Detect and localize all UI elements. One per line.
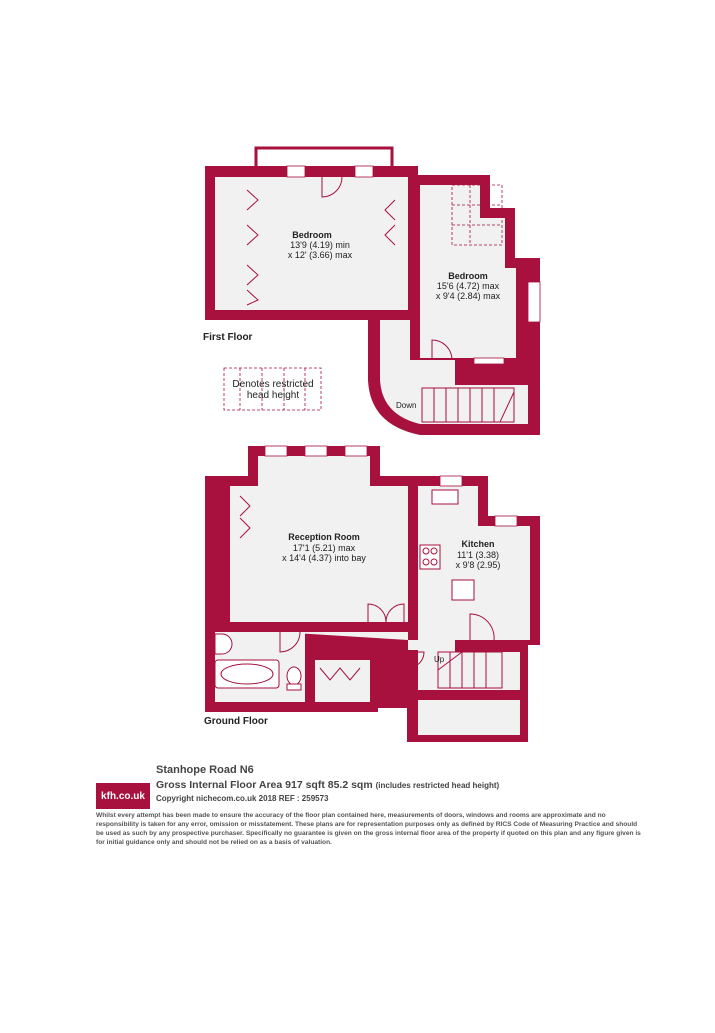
stairs-down-label: Down	[396, 401, 417, 410]
stairs-down	[422, 388, 514, 422]
gross-internal-area-note: (includes restricted head height)	[375, 781, 500, 790]
kitchen-size-line1: 11'1 (3.38)	[456, 550, 500, 560]
bedroom-2-size-line2: x 9'4 (2.84) max	[435, 291, 501, 301]
bedroom-1-size-line1: 13'9 (4.19) min	[290, 240, 350, 250]
kitchen-name: Kitchen	[461, 539, 495, 549]
kitchen-size-line2: x 9'8 (2.95)	[455, 560, 501, 570]
first-floor-label: First Floor	[203, 332, 253, 343]
understairs-cupboard-floor	[315, 660, 370, 702]
bedroom-2-size-line1: 15'6 (4.72) max	[436, 281, 500, 291]
reception-size-line1: 17'1 (5.21) max	[292, 543, 356, 553]
gross-internal-area-line	[156, 778, 656, 793]
reception-name: Reception Room	[288, 532, 360, 542]
property-address: Stanhope Road N6	[156, 764, 254, 776]
ground-floor-label: Ground Floor	[204, 716, 268, 727]
restricted-head-height-legend	[224, 368, 321, 410]
bedroom-1-name: Bedroom	[292, 230, 332, 240]
kfh-logo: kfh.co.uk	[96, 783, 150, 809]
copyright-notice: Copyright nichecom.co.uk 2018 REF : 259573	[156, 794, 329, 803]
bedroom-1-size-line2: x 12' (3.66) max	[287, 250, 353, 260]
disclaimer-text: Whilst every attempt has been made to ensure the accuracy of the floor plan contained here, measurements of doors, windows and rooms are approximate and no responsibility is taken for any error, omission or misstatement. These plans are for representation purposes only as defined by RICS Code of Measuring Practice and should be used as such by any prospective purchaser. Specifically no guarantee is given on the gross internal floor area of the property if quoted on this plan and any figure given is for initial guidance only and should not be relied on as a basis of valuation.	[96, 812, 641, 846]
gross-internal-area: Gross Internal Floor Area 917 sqft 85.2 sqm	[156, 779, 373, 791]
legend-line1: Denotes restricted	[232, 379, 314, 390]
bedroom-2-name: Bedroom	[448, 271, 488, 281]
footer-text-block	[156, 763, 656, 805]
ground-floor-plan	[204, 446, 540, 742]
reception-size-line2: x 14'4 (4.37) into bay	[282, 553, 366, 563]
legend-line2: head height	[246, 390, 300, 401]
balcony-rail	[256, 148, 392, 166]
stairs-up-label: Up	[434, 655, 445, 664]
stairs-up	[438, 652, 502, 688]
store-floor	[418, 700, 520, 735]
